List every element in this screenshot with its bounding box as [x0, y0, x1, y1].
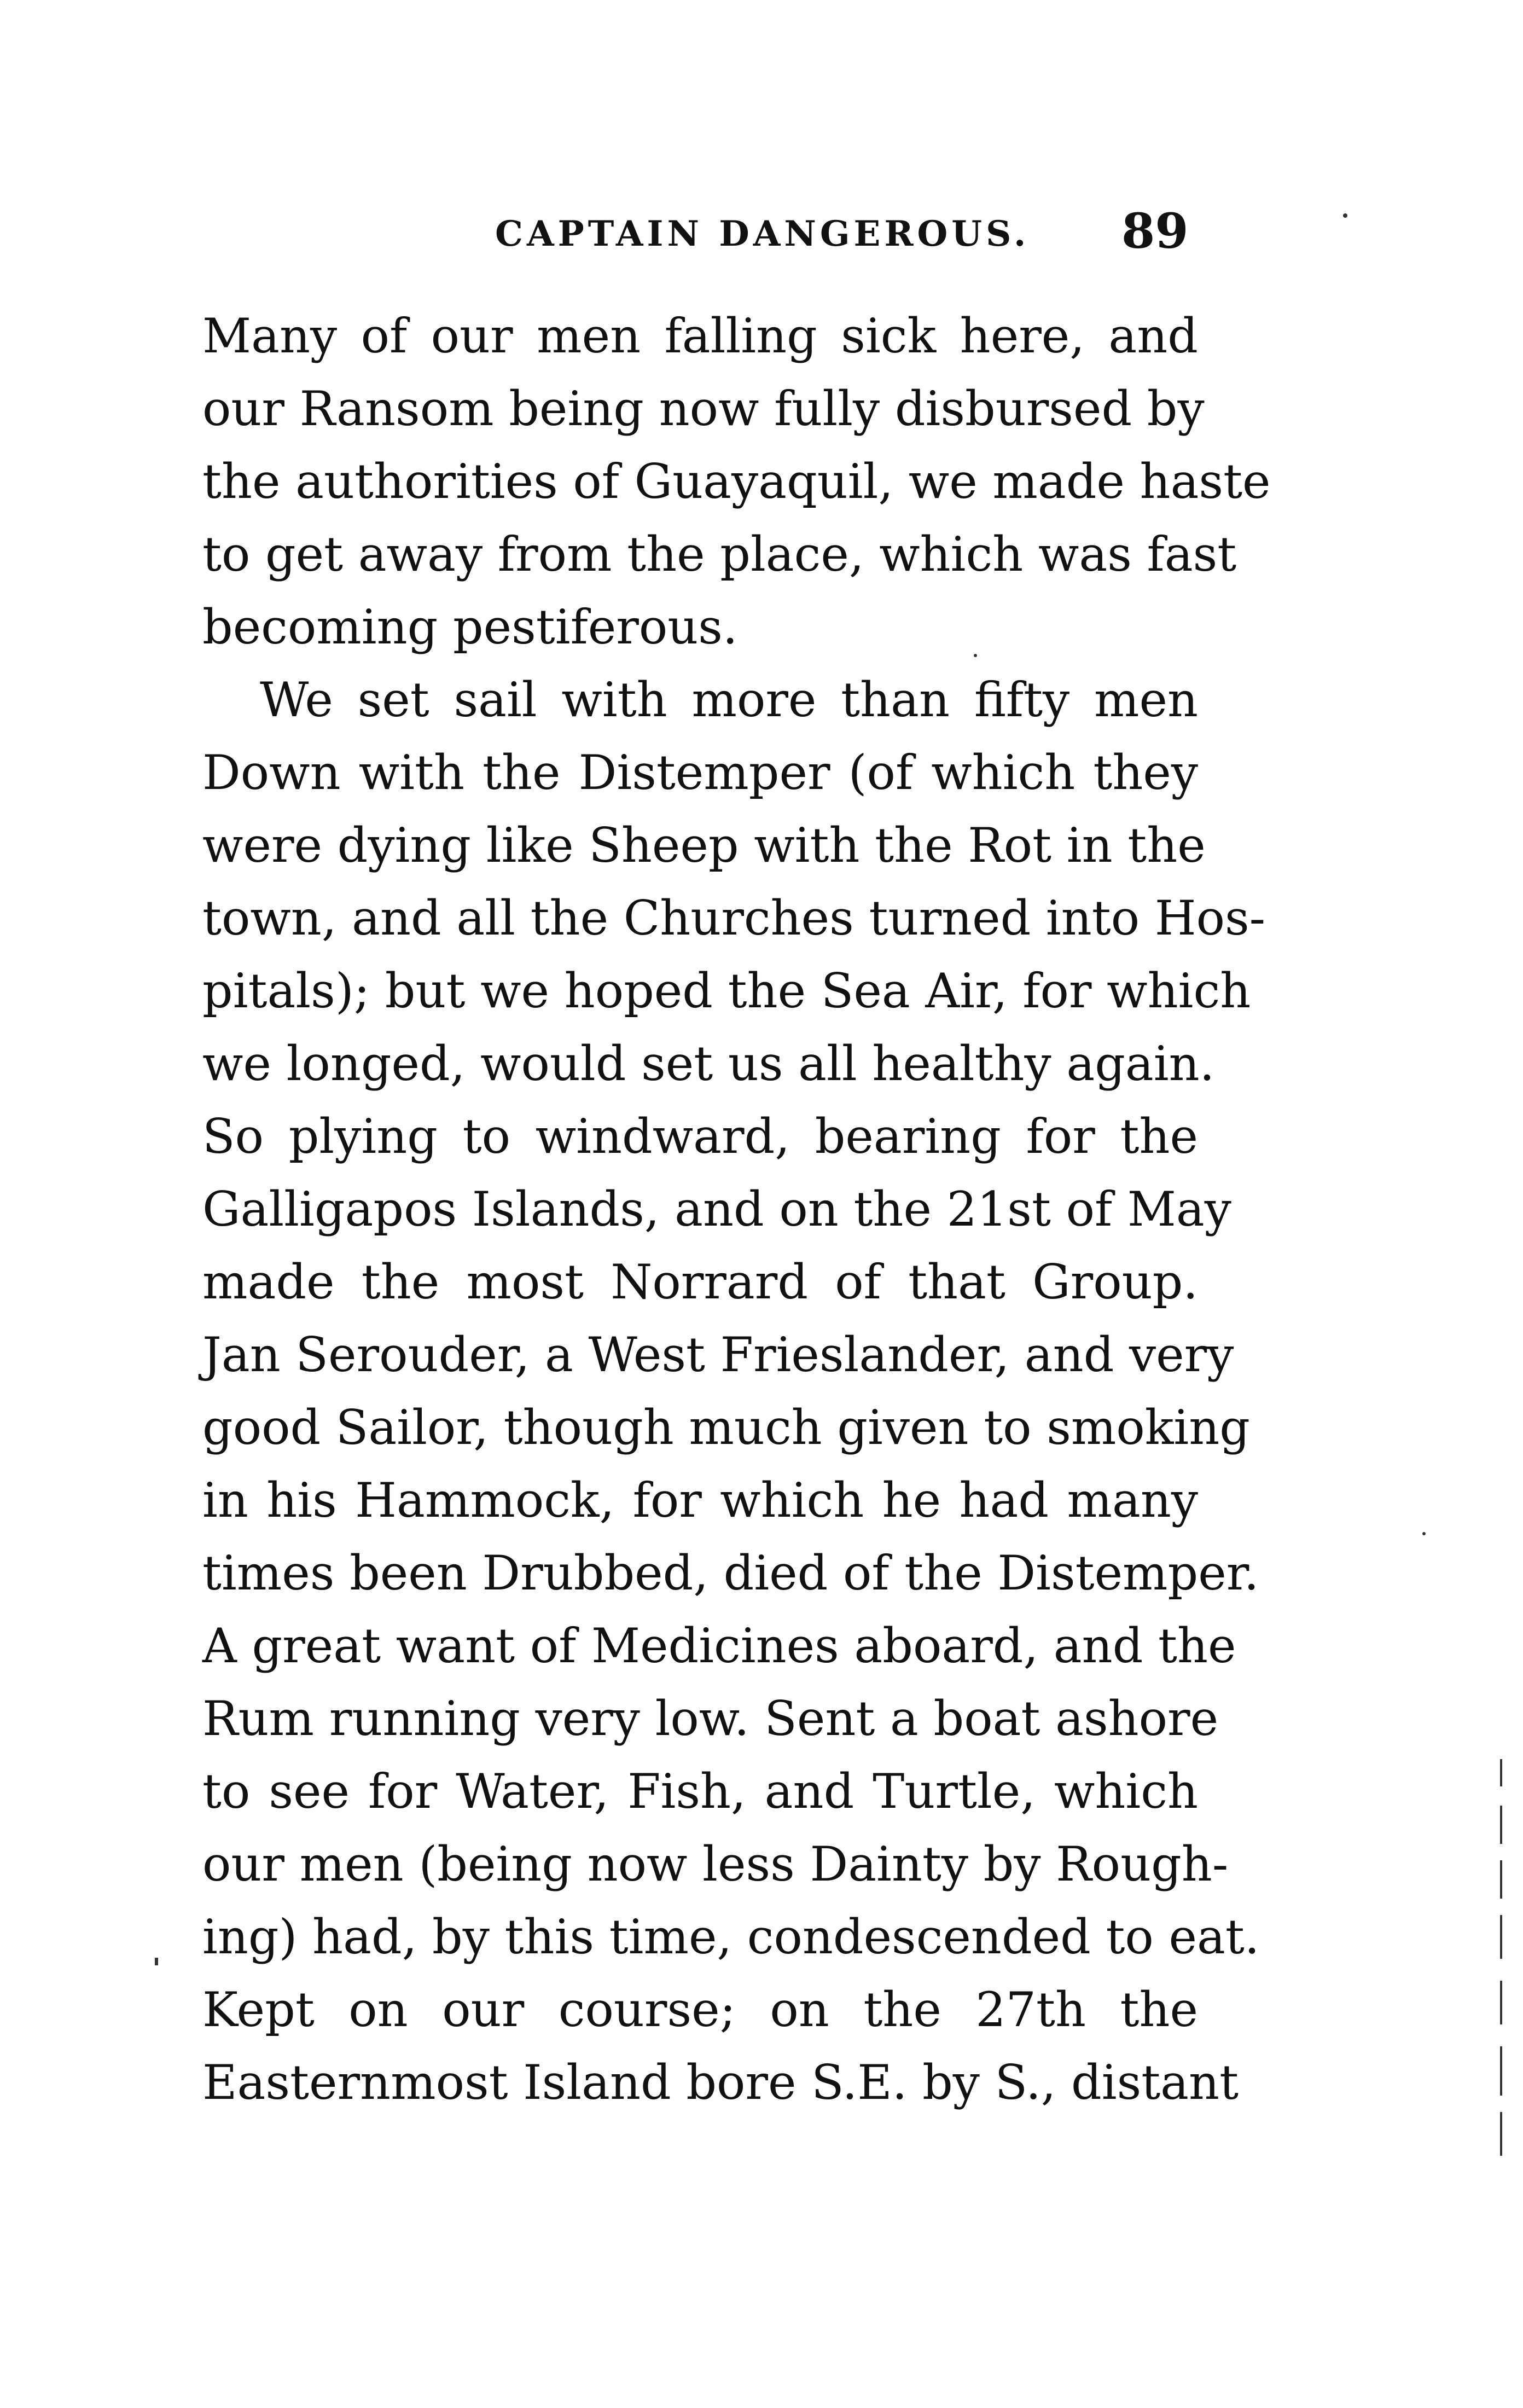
text-line: Down with the Distemper (of which they — [202, 745, 1198, 800]
running-title: CAPTAIN DANGEROUS. — [495, 213, 1030, 254]
margin-mark — [1500, 1759, 1502, 1786]
margin-mark — [1500, 2112, 1502, 2156]
scan-speck — [974, 654, 977, 657]
text-line: were dying like Sheep with the Rot in the — [202, 817, 1206, 873]
text-line: A great want of Medicines aboard, and the — [202, 1618, 1236, 1674]
text-line: pitals); but we hoped the Sea Air, for which — [202, 963, 1251, 1019]
text-line: ing) had, by this time, condescended to eat. — [202, 1909, 1260, 1965]
text-line: times been Drubbed, died of the Distemper. — [202, 1545, 1259, 1601]
scan-speck — [1422, 1532, 1426, 1535]
text-line: good Sailor, though much given to smoking — [202, 1400, 1250, 1455]
text-line: We set sail with more than fifty men — [260, 672, 1198, 728]
text-line: to see for Water, Fish, and Turtle, which — [202, 1763, 1198, 1819]
text-line: So plying to windward, bearing for the — [202, 1109, 1198, 1164]
margin-mark — [1500, 2046, 1502, 2096]
text-line: our men (being now less Dainty by Rough- — [202, 1836, 1229, 1892]
text-line: the authorities of Guayaquil, we made haste — [202, 454, 1271, 509]
text-line: Jan Serouder, a West Frieslander, and very — [202, 1327, 1234, 1383]
text-line: becoming pestiferous. — [202, 599, 738, 655]
text-line: our Ransom being now fully disbursed by — [202, 381, 1205, 437]
page-number: 89 — [1121, 202, 1189, 259]
scan-speck — [1343, 213, 1347, 218]
text-line: made the most Norrard of that Group. — [202, 1254, 1198, 1310]
body-text — [202, 300, 1271, 2119]
margin-mark — [1500, 1860, 1502, 1899]
page-header — [0, 202, 1523, 274]
text-line: Many of our men falling sick here, and — [202, 308, 1198, 364]
text-line: we longed, would set us all healthy again. — [202, 1036, 1215, 1092]
margin-mark — [1500, 1806, 1502, 1844]
text-line: to get away from the place, which was fast — [202, 526, 1237, 582]
text-line: Easternmost Island bore S.E. by S., distant — [202, 2055, 1239, 2110]
text-line: town, and all the Churches turned into Hos- — [202, 890, 1266, 946]
text-line: in his Hammock, for which he had many — [202, 1472, 1198, 1528]
margin-mark — [1500, 1981, 1502, 2024]
text-line: Rum running very low. Sent a boat ashore — [202, 1691, 1219, 1746]
scan-speck — [155, 1958, 158, 1965]
text-line: Kept on our course; on the 27th the — [202, 1982, 1198, 2038]
margin-mark — [1500, 1915, 1502, 1959]
text-line: Galligapos Islands, and on the 21st of May — [202, 1181, 1231, 1237]
